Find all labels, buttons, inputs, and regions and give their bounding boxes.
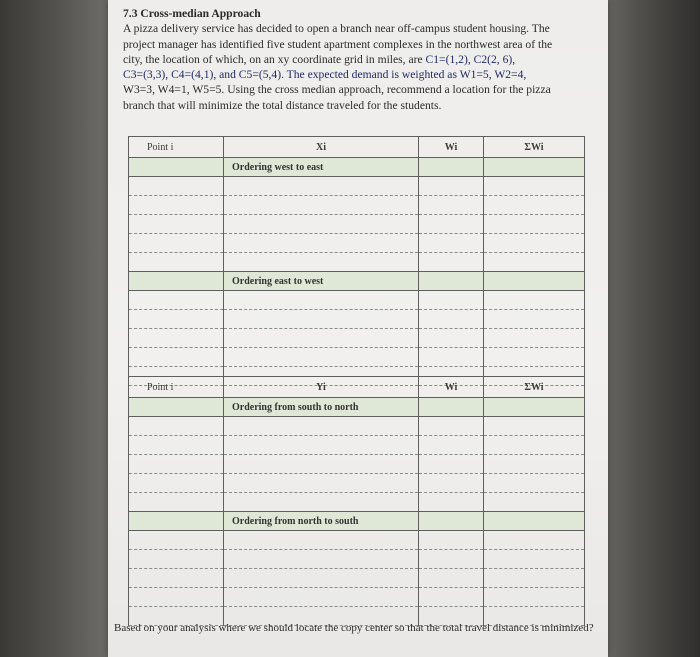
- header-xi: Xi: [224, 137, 419, 158]
- x-ordering-table: [128, 136, 585, 386]
- section-label-east-west: Ordering east to west: [224, 272, 419, 291]
- table-row: [129, 215, 585, 234]
- table-row: [129, 474, 585, 493]
- header-wi: Wi: [419, 137, 484, 158]
- section-row: [129, 398, 585, 417]
- problem-line: W3=3, W4=1, W5=5. Using the cross median approach, recommend a location for the pizza: [123, 83, 551, 97]
- table-row: [129, 253, 585, 272]
- problem-line: C3=(3,3), C4=(4,1), and C5=(5,4). The expected demand is weighted as W1=5, W2=4,: [123, 68, 527, 82]
- section-label-south-north: Ordering from south to north: [224, 398, 419, 417]
- footer-question: Based on your analysis where we should locate the copy center so that the total travel distance is minimized?: [114, 622, 594, 634]
- table-header-row: [129, 137, 585, 158]
- table-row: [129, 348, 585, 367]
- table-row: [129, 291, 585, 310]
- y-ordering-table: [128, 376, 585, 626]
- header-wi: Wi: [419, 377, 484, 398]
- problem-text: city, the location of which, on an xy coordinate grid in miles, are: [123, 52, 426, 66]
- table-row: [129, 436, 585, 455]
- table-row: [129, 493, 585, 512]
- table-row: [129, 588, 585, 607]
- table-row: [129, 531, 585, 550]
- section-row: [129, 158, 585, 177]
- table-row: [129, 196, 585, 215]
- header-yi: Yi: [224, 377, 419, 398]
- table-header-row: [129, 377, 585, 398]
- header-point: Point i: [129, 377, 224, 398]
- section-row: [129, 272, 585, 291]
- table-row: [129, 310, 585, 329]
- problem-title: 7.3 Cross-median Approach: [123, 7, 261, 20]
- header-sum-wi: ΣWi: [484, 377, 585, 398]
- table-row: [129, 234, 585, 253]
- table-row: [129, 569, 585, 588]
- section-row: [129, 512, 585, 531]
- table-row: [129, 417, 585, 436]
- problem-line: project manager has identified five student apartment complexes in the northwest area of the: [123, 37, 553, 51]
- problem-line: A pizza delivery service has decided to open a branch near off-campus student housing. The: [123, 22, 550, 36]
- problem-coordinates: C1=(1,2), C2(2, 6),: [425, 52, 516, 66]
- section-label-west-east: Ordering west to east: [224, 158, 419, 177]
- header-point: Point i: [129, 137, 224, 158]
- problem-line: branch that will minimize the total distance traveled for the students.: [123, 98, 442, 112]
- table-row: [129, 455, 585, 474]
- table-row: [129, 329, 585, 348]
- header-sum-wi: ΣWi: [484, 137, 585, 158]
- problem-statement: [123, 6, 603, 113]
- table-row: [129, 177, 585, 196]
- table-row: [129, 550, 585, 569]
- problem-line: [123, 52, 603, 67]
- section-label-north-south: Ordering from north to south: [224, 512, 419, 531]
